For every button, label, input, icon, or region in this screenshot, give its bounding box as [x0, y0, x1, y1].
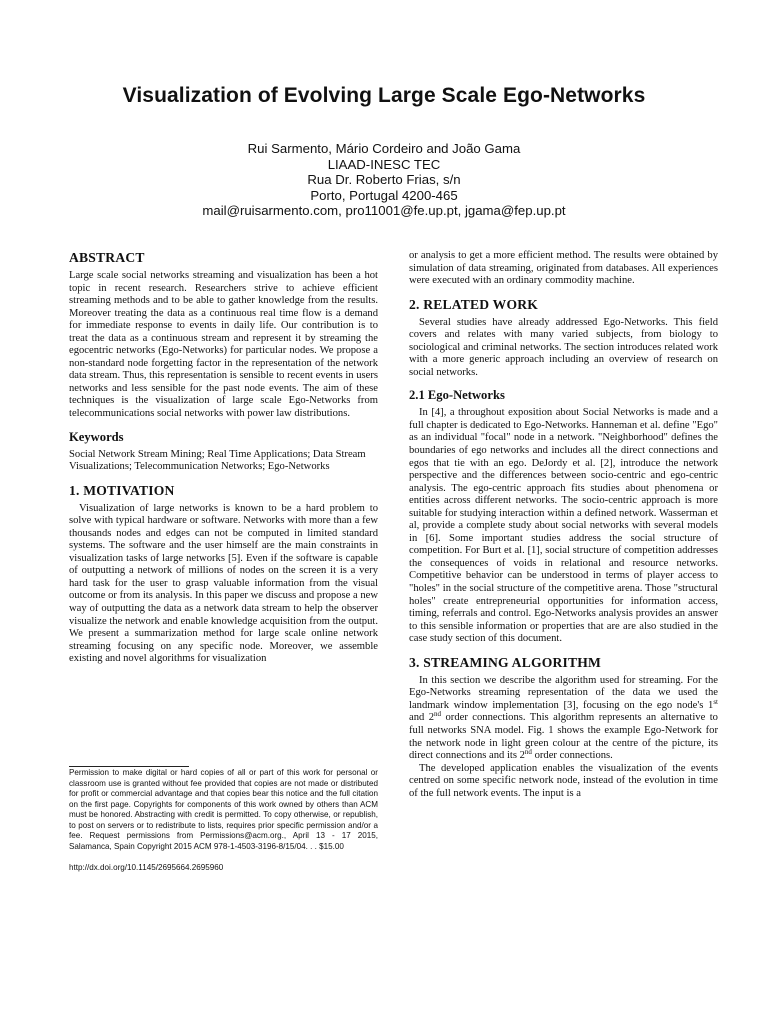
right-column [409, 250, 718, 800]
keywords-text: Social Network Stream Mining; Real Time Applications; Data Stream Visualizations; Telecommunication Networks; Ego-Networks [69, 448, 366, 473]
ego-networks-heading: 2.1 Ego-Networks [409, 388, 505, 403]
streaming-text-b: and 2 [409, 712, 435, 724]
related-work-text: Several studies have already addressed Ego-Networks. This field covers and relates with many varied subjects, from biology to sociological and criminal networks. The section introduces related work with a more generic approach including an overview of research on social networks. [409, 316, 718, 378]
author-block [40, 141, 728, 219]
motivation-heading: 1. MOTIVATION [69, 482, 175, 498]
left-column [69, 250, 378, 666]
doi-link: http://dx.doi.org/10.1145/2695664.2695960 [69, 863, 224, 872]
permission-notice: Permission to make digital or hard copies of all or part of this work for personal or classroom use is granted without fee provided that copies are not made or distributed for profit or commercial advantage and that copies bear this notice and the full citation on the first page. Copyrights for components of this work owned by others than ACM must be honored. Abstracting with credit is permitted. To copy otherwise, or republish, to post on servers or to redistribute to lists, requires prior specific permission and/or a fee. Request permissions from Permissions@acm.org., April 13 - 17 2015, Salamanca, Spain Copyright 2015 ACM 978-1-4503-3196-8/15/04. . . $15.00 [69, 768, 378, 851]
streaming-paragraph-2: The developed application enables the visualization of the events centred on some specific network node, instead of the evolution in time of the full network events. The input is a [409, 762, 718, 799]
author-affiliation: LIAAD-INESC TEC [327, 156, 441, 172]
author-street: Rua Dr. Roberto Frias, s/n [307, 172, 461, 188]
motivation-text: Visualization of large networks is known to be a hard problem to solve with typical hardware or software. Networks with more than a few thousands nodes and edges can not be computed in limited standard systems. The software and the user himself are the main constraints in visualization tasks of large networks [5]. Even if the software is capable of outputting a network of millions of nodes on the screen it is a very hard task for the user to grasp valuable information from the visual outcome or from its analysis. In this paper we discuss and propose a new way of outputting the data as a network data stream to help the observer visualize the network and enable knowledge acquisition from the output. We present a summarization method for large scale online network streaming focusing on any specific node. Moreover, we assemble existing and novel algorithms for visualization [69, 502, 378, 665]
superscript-nd: nd [434, 710, 442, 719]
keywords-heading: Keywords [69, 429, 124, 444]
superscript-nd-2: nd [524, 748, 532, 757]
footnote-rule [69, 766, 189, 767]
motivation-continued: or analysis to get a more efficient method. The results were obtained by simulation of data streaming, originated from databases. All experiences were executed with an ordinary commodity machine. [409, 250, 718, 287]
author-city: Porto, Portugal 4200-465 [310, 187, 458, 203]
superscript-st: st [713, 697, 718, 706]
related-work-heading: 2. RELATED WORK [409, 296, 539, 312]
streaming-text-d: order connections. [531, 750, 613, 762]
streaming-heading: 3. STREAMING ALGORITHM [409, 654, 602, 670]
abstract-heading: ABSTRACT [69, 250, 145, 265]
abstract-text: Large scale social networks streaming and visualization has been a hot topic in recent research. Researchers strive to achieve efficient streaming methods and to be able to gather knowledge from the results. Moreover treating the data as a continuous real time flow is a demand for immediate response to events in daily life. Our contribution is to treat the data as a continuous stream and represent it by streaming the egocentric networks (Ego-Networks) for particular nodes. We propose a non-standard node forgetting factor in the representation of the network data stream. Thus, this representation is sensible to recent events in users networks and less sensible for the past node events. The aim of these techniques is the visualization of large scale Ego-Networks from telecommunications social networks with power law distributions. [69, 270, 379, 420]
streaming-text-a: In this section we describe the algorithm used for streaming. For the Ego-Networks streaming representation of the data we used the landmark window implementation [3], focusing on the ego node's 1 [409, 674, 718, 711]
author-names: Rui Sarmento, Mário Cordeiro and João Gama [247, 141, 521, 156]
paper-title: Visualization of Evolving Large Scale Ego-Networks [122, 84, 646, 107]
ego-networks-text: In [4], a throughout exposition about Social Networks is made and a full chapter is dedicated to Ego-Networks. Hanneman et al. define "Ego" as an individual "focal" node in a network. "Neighborhood" defines the boundaries of ego networks and includes all the direct connections and egos that tie with an ego. DeJordy et al. [2], introduce the network perspective and the differences between socio-centric and ego-centric analysis. The ego-centric approach fits studies about phenomena or entities across different networks. The socio-centric approach is more suitable for studying interaction within a defined network. Wasserman et al, provide a complete study about social networks with several models in [6]. Some important studies address the social structure of competition. For Burt et al. [1], social structure of competition addresses the consequences of voids in relational and resource networks. Competitive behavior can be understood in terms of player access to "holes" in the social structure of the competitive arena. Those "structural holes" create entrepreneurial opportunities for information access, timing, referrals and control. Ego-Networks analysis provides an answer to this sensible information or properties that are are also studied in the case study section of this document. [409, 407, 718, 645]
author-emails: mail@ruisarmento.com, pro11001@fe.up.pt, jgama@fep.up.pt [202, 203, 566, 219]
streaming-paragraph-1 [409, 675, 718, 763]
streaming-text-c: order connections. This algorithm represents an alternative to full networks SNA model. Fig. 1 shows the example Ego-Network for the network node in light green colour at the centre of the picture, its direct connections and its 2 [409, 712, 718, 762]
